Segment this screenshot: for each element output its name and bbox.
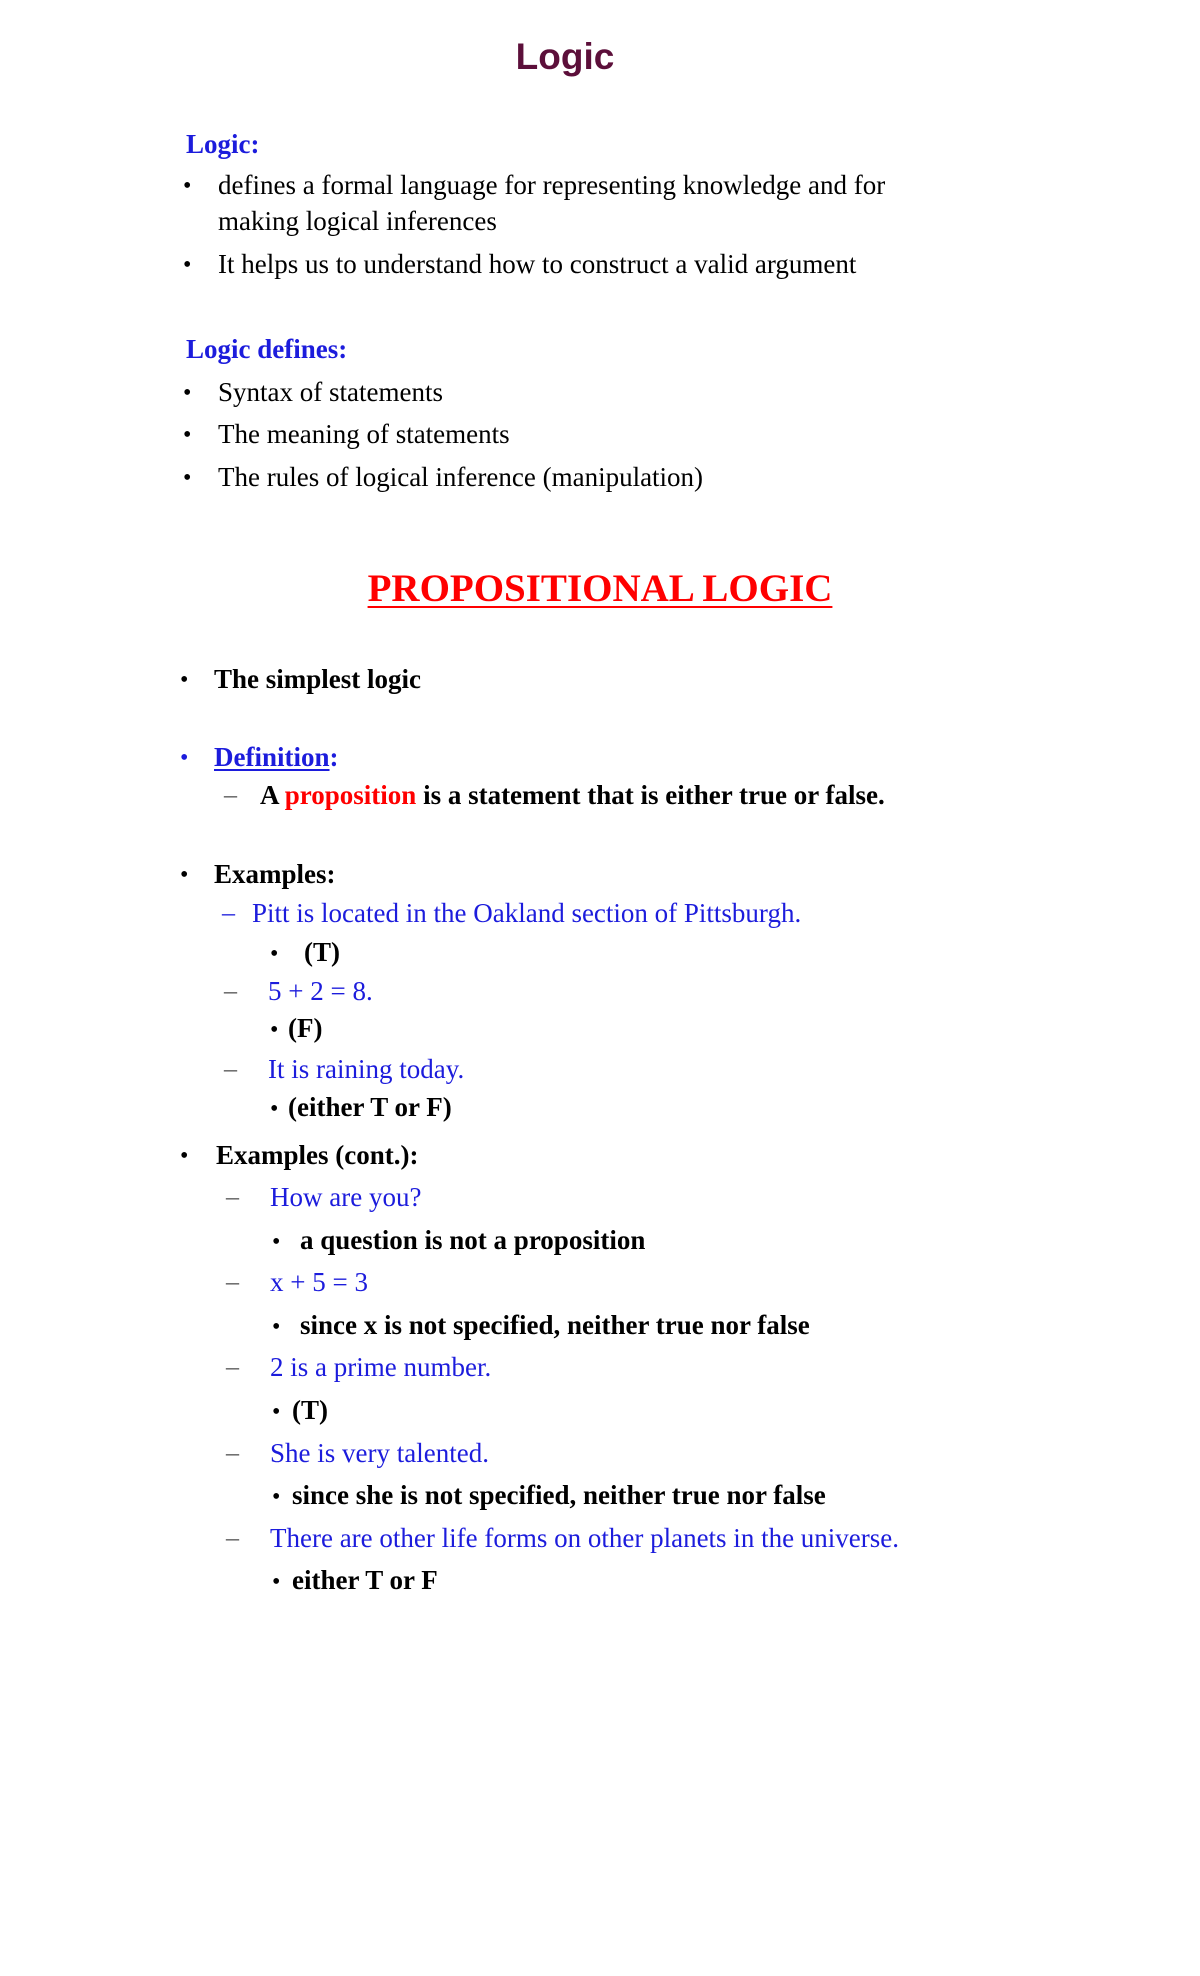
bullet-dot: • [183,252,192,278]
bullet-dot: • [180,862,189,888]
logic-bullet-2: It helps us to understand how to construct a valid argument [218,249,857,279]
example-cont-3-statement: 2 is a prime number. [270,1352,492,1382]
example-cont-5-statement: There are other life forms on other planets in the universe. [270,1523,900,1553]
bullet-dot: • [183,173,192,199]
dash-marker: – [224,780,237,809]
bullet-dot: • [272,1314,281,1340]
dash-marker: – [222,898,235,927]
propositional-logic-title: PROPOSITIONAL LOGIC [367,567,833,610]
example-cont-1-verdict: a question is not a proposition [300,1225,646,1255]
example-cont-4-verdict: since she is not specified, neither true nor false [292,1480,826,1510]
dash-marker: – [226,1438,239,1467]
bullet-dot: • [270,1096,279,1122]
logic-heading: Logic: [186,129,260,159]
simplest-logic-text: The simplest logic [214,664,421,694]
definition-term: proposition [284,780,417,810]
bullet-dot: • [270,1017,279,1043]
bullet-dot: • [272,1229,281,1255]
example-2-verdict: (F) [288,1013,323,1043]
bullet-dot: • [272,1569,281,1595]
definition-colon: : [329,742,339,772]
bullet-dot: • [183,380,192,406]
logic-bullet-1-line-2: making logical inferences [218,206,497,236]
example-3-verdict: (either T or F) [288,1092,452,1122]
bullet-dot: • [183,465,192,491]
definition-prefix: A [260,780,279,810]
definition-label [214,742,339,773]
example-1-statement: Pitt is located in the Oakland section of Pittsburgh. [252,898,802,928]
page-title: Logic [515,36,615,77]
dash-marker: – [224,976,237,1005]
example-cont-2-verdict: since x is not specified, neither true nor false [300,1310,810,1340]
defines-bullet-1: Syntax of statements [218,377,443,407]
bullet-dot: • [270,941,279,967]
examples-cont-label: Examples (cont.): [216,1140,419,1170]
bullet-dot: • [183,422,192,448]
defines-bullet-3: The rules of logical inference (manipulation) [218,462,704,492]
bullet-dot: • [180,667,189,693]
examples-label: Examples: [214,859,336,889]
defines-bullet-2: The meaning of statements [218,419,510,449]
example-cont-3-verdict: (T) [292,1395,328,1425]
example-cont-4-statement: She is very talented. [270,1438,489,1468]
dash-marker: – [226,1352,239,1381]
dash-marker: – [226,1523,239,1552]
dash-marker: – [226,1182,239,1211]
logic-bullet-1-line-1: defines a formal language for representing knowledge and for [218,170,886,200]
example-3-statement: It is raining today. [268,1054,465,1084]
bullet-dot: • [180,1143,189,1169]
example-1-verdict: (T) [304,937,340,967]
bullet-dot: • [272,1399,281,1425]
definition-label-text: Definition [214,742,330,772]
dash-marker: – [224,1054,237,1083]
example-2-statement: 5 + 2 = 8. [268,976,373,1006]
bullet-dot: • [272,1484,281,1510]
definition-text [260,780,885,811]
example-cont-5-verdict: either T or F [292,1565,438,1595]
logic-defines-heading: Logic defines: [186,334,348,364]
example-cont-2-statement: x + 5 = 3 [270,1267,368,1297]
definition-suffix: is a statement that is either true or false. [423,780,885,810]
example-cont-1-statement: How are you? [270,1182,422,1212]
bullet-dot: • [180,745,189,771]
dash-marker: – [226,1267,239,1296]
